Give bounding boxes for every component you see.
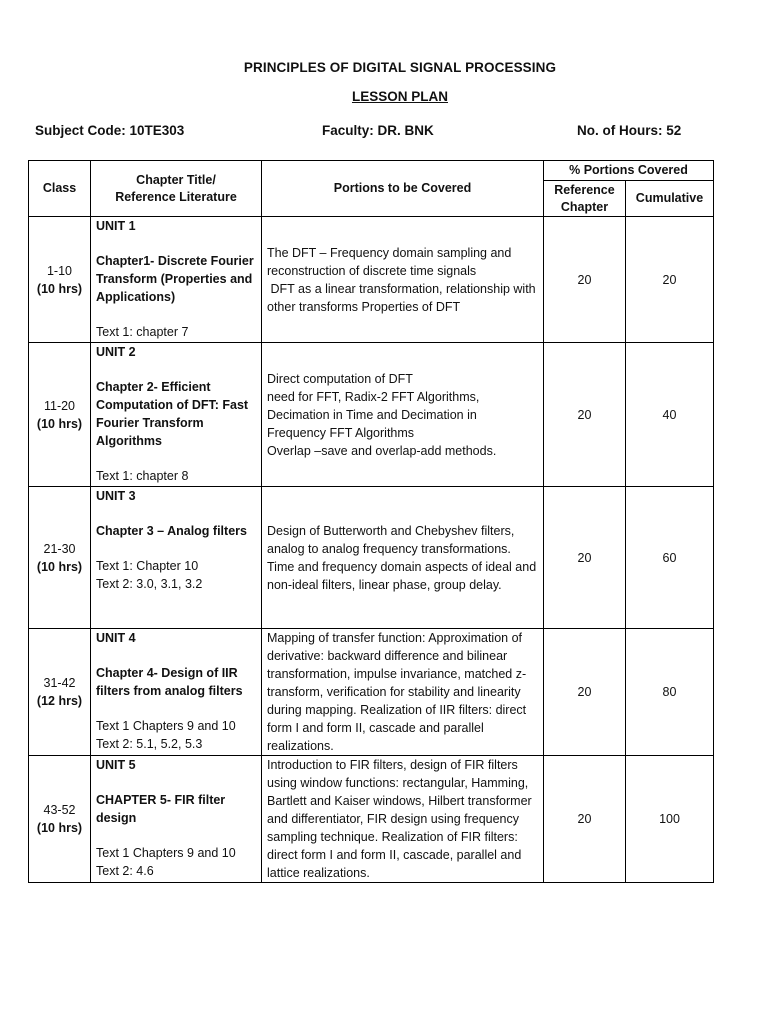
class-range: 21-30 xyxy=(43,541,76,556)
portion-line: Mapping of transfer function: Approximation of xyxy=(267,631,523,645)
header-chapter-line1: Chapter Title/ xyxy=(136,172,216,187)
unit-label: UNIT 3 xyxy=(96,489,136,503)
cumulative-percent: 60 xyxy=(626,487,714,629)
header-reference-line2: Chapter xyxy=(560,199,609,214)
class-hours: (10 hrs) xyxy=(36,416,83,431)
chapter-cell xyxy=(91,629,262,756)
portion-line: reconstruction of discrete time signals xyxy=(267,263,477,278)
portion-line: Overlap –save and overlap-add methods. xyxy=(267,443,497,458)
table-row xyxy=(29,487,714,629)
chapter-title-line: Chapter 2- Efficient xyxy=(96,380,211,394)
portion-line: non-ideal filters, linear phase, group delay. xyxy=(267,577,502,592)
portions-cell xyxy=(262,217,544,343)
header-class: Class xyxy=(29,161,91,217)
portion-line: Bartlett and Kaiser windows, Hilbert transformer xyxy=(267,794,532,808)
reference-text: Text 2: 5.1, 5.2, 5.3 xyxy=(96,737,203,751)
header-chapter-line2: Reference Literature xyxy=(115,189,237,204)
chapter-title-line: Fourier Transform xyxy=(96,416,204,430)
reference-text: Text 1: Chapter 10 xyxy=(96,559,199,573)
header-portions: Portions to be Covered xyxy=(262,161,544,217)
portion-line: sampling technique. Realization of FIR filters: xyxy=(267,830,518,844)
reference-text: Text 1 Chapters 9 and 10 xyxy=(96,846,236,860)
table-row xyxy=(29,217,714,343)
portions-cell xyxy=(262,343,544,487)
portion-line: Time and frequency domain aspects of ideal and xyxy=(267,559,537,574)
portion-line: Direct computation of DFT xyxy=(267,371,413,386)
table-row xyxy=(29,756,714,883)
chapter-title-line: filters from analog filters xyxy=(96,684,243,698)
class-range: 1-10 xyxy=(46,263,73,278)
chapter-title-line: Chapter 3 – Analog filters xyxy=(96,524,247,538)
portion-line: and differentiator, FIR design using frequency xyxy=(267,812,520,826)
portion-line: using window functions: rectangular, Hamming, xyxy=(267,776,529,790)
class-hours: (10 hrs) xyxy=(36,821,83,835)
reference-percent: 20 xyxy=(544,343,626,487)
cumulative-percent: 80 xyxy=(626,629,714,756)
chapter-title-line: Transform (Properties and xyxy=(96,272,253,286)
portions-cell xyxy=(262,756,544,883)
reference-text: Text 1: chapter 8 xyxy=(96,469,189,483)
class-cell xyxy=(29,343,91,487)
portion-line: need for FFT, Radix-2 FFT Algorithms, xyxy=(267,389,480,404)
class-cell xyxy=(29,629,91,756)
reference-text: Text 2: 3.0, 3.1, 3.2 xyxy=(96,577,203,591)
portion-line: analog to analog frequency transformations. xyxy=(267,541,511,556)
reference-text: Text 1: chapter 7 xyxy=(96,325,189,339)
portion-line: Frequency FFT Algorithms xyxy=(267,425,415,440)
portion-line: The DFT – Frequency domain sampling and xyxy=(267,245,512,260)
portion-line: during mapping. Realization of IIR filters: direct xyxy=(267,703,527,717)
portion-line: Design of Butterworth and Chebyshev filters, xyxy=(267,523,515,538)
page-title: PRINCIPLES OF DIGITAL SIGNAL PROCESSING xyxy=(243,60,557,75)
chapter-title-line: Computation of DFT: Fast xyxy=(96,398,249,412)
reference-text: Text 2: 4.6 xyxy=(96,864,154,878)
unit-label: UNIT 5 xyxy=(96,758,136,772)
header-cumulative: Cumulative xyxy=(626,181,714,217)
class-hours: (10 hrs) xyxy=(36,281,83,296)
portion-line: DFT as a linear transformation, relationship with xyxy=(267,281,536,296)
subject-code: Subject Code: 10TE303 xyxy=(35,123,185,138)
portion-line: Introduction to FIR filters, design of FIR filters xyxy=(267,758,518,772)
portion-line: other transforms Properties of DFT xyxy=(267,299,461,314)
portion-line: form I and form II, cascade and parallel xyxy=(267,721,484,735)
header-reference-line1: Reference xyxy=(554,182,615,197)
chapter-cell xyxy=(91,487,262,629)
faculty: Faculty: DR. BNK xyxy=(322,123,434,138)
chapter-cell xyxy=(91,343,262,487)
hours-total: No. of Hours: 52 xyxy=(577,123,682,138)
class-cell xyxy=(29,487,91,629)
page-subtitle: LESSON PLAN xyxy=(351,89,448,104)
portion-line: direct form I and form II, cascade, parallel and xyxy=(267,848,522,862)
reference-percent: 20 xyxy=(544,217,626,343)
header-percent: % Portions Covered xyxy=(544,161,714,181)
unit-label: UNIT 4 xyxy=(96,631,136,645)
reference-percent: 20 xyxy=(544,756,626,883)
portions-cell xyxy=(262,487,544,629)
chapter-cell xyxy=(91,756,262,883)
class-cell xyxy=(29,217,91,343)
portion-line: realizations. xyxy=(267,739,334,753)
chapter-title-line: CHAPTER 5- FIR filter xyxy=(96,793,226,807)
chapter-title-line: design xyxy=(96,811,137,825)
portion-line: transform, verification for stability and linearity xyxy=(267,685,521,699)
chapter-title-line: Algorithms xyxy=(96,434,162,448)
lesson-plan-table xyxy=(28,160,714,883)
class-cell xyxy=(29,756,91,883)
portion-line: derivative: backward difference and bilinear xyxy=(267,649,508,663)
chapter-title-line: Chapter1- Discrete Fourier xyxy=(96,254,254,268)
cumulative-percent: 100 xyxy=(626,756,714,883)
unit-label: UNIT 1 xyxy=(96,219,136,233)
chapter-title-line: Applications) xyxy=(96,290,176,304)
reference-percent: 20 xyxy=(544,487,626,629)
portion-line: lattice realizations. xyxy=(267,866,370,880)
portions-cell xyxy=(262,629,544,756)
unit-label: UNIT 2 xyxy=(96,345,136,359)
portion-line: Decimation in Time and Decimation in xyxy=(267,407,477,422)
header-reference xyxy=(544,181,626,217)
reference-percent: 20 xyxy=(544,629,626,756)
header-chapter xyxy=(91,161,262,217)
class-range: 43-52 xyxy=(43,803,76,817)
class-hours: (12 hrs) xyxy=(36,694,83,708)
chapter-title-line: Chapter 4- Design of IIR xyxy=(96,666,238,680)
class-range: 31-42 xyxy=(43,676,76,690)
portion-line: transformation, impulse invariance, matched z- xyxy=(267,667,527,681)
table-row xyxy=(29,343,714,487)
class-hours: (10 hrs) xyxy=(36,559,83,574)
table-row xyxy=(29,629,714,756)
class-range: 11-20 xyxy=(43,398,76,413)
cumulative-percent: 20 xyxy=(626,217,714,343)
reference-text: Text 1 Chapters 9 and 10 xyxy=(96,719,236,733)
chapter-cell xyxy=(91,217,262,343)
cumulative-percent: 40 xyxy=(626,343,714,487)
